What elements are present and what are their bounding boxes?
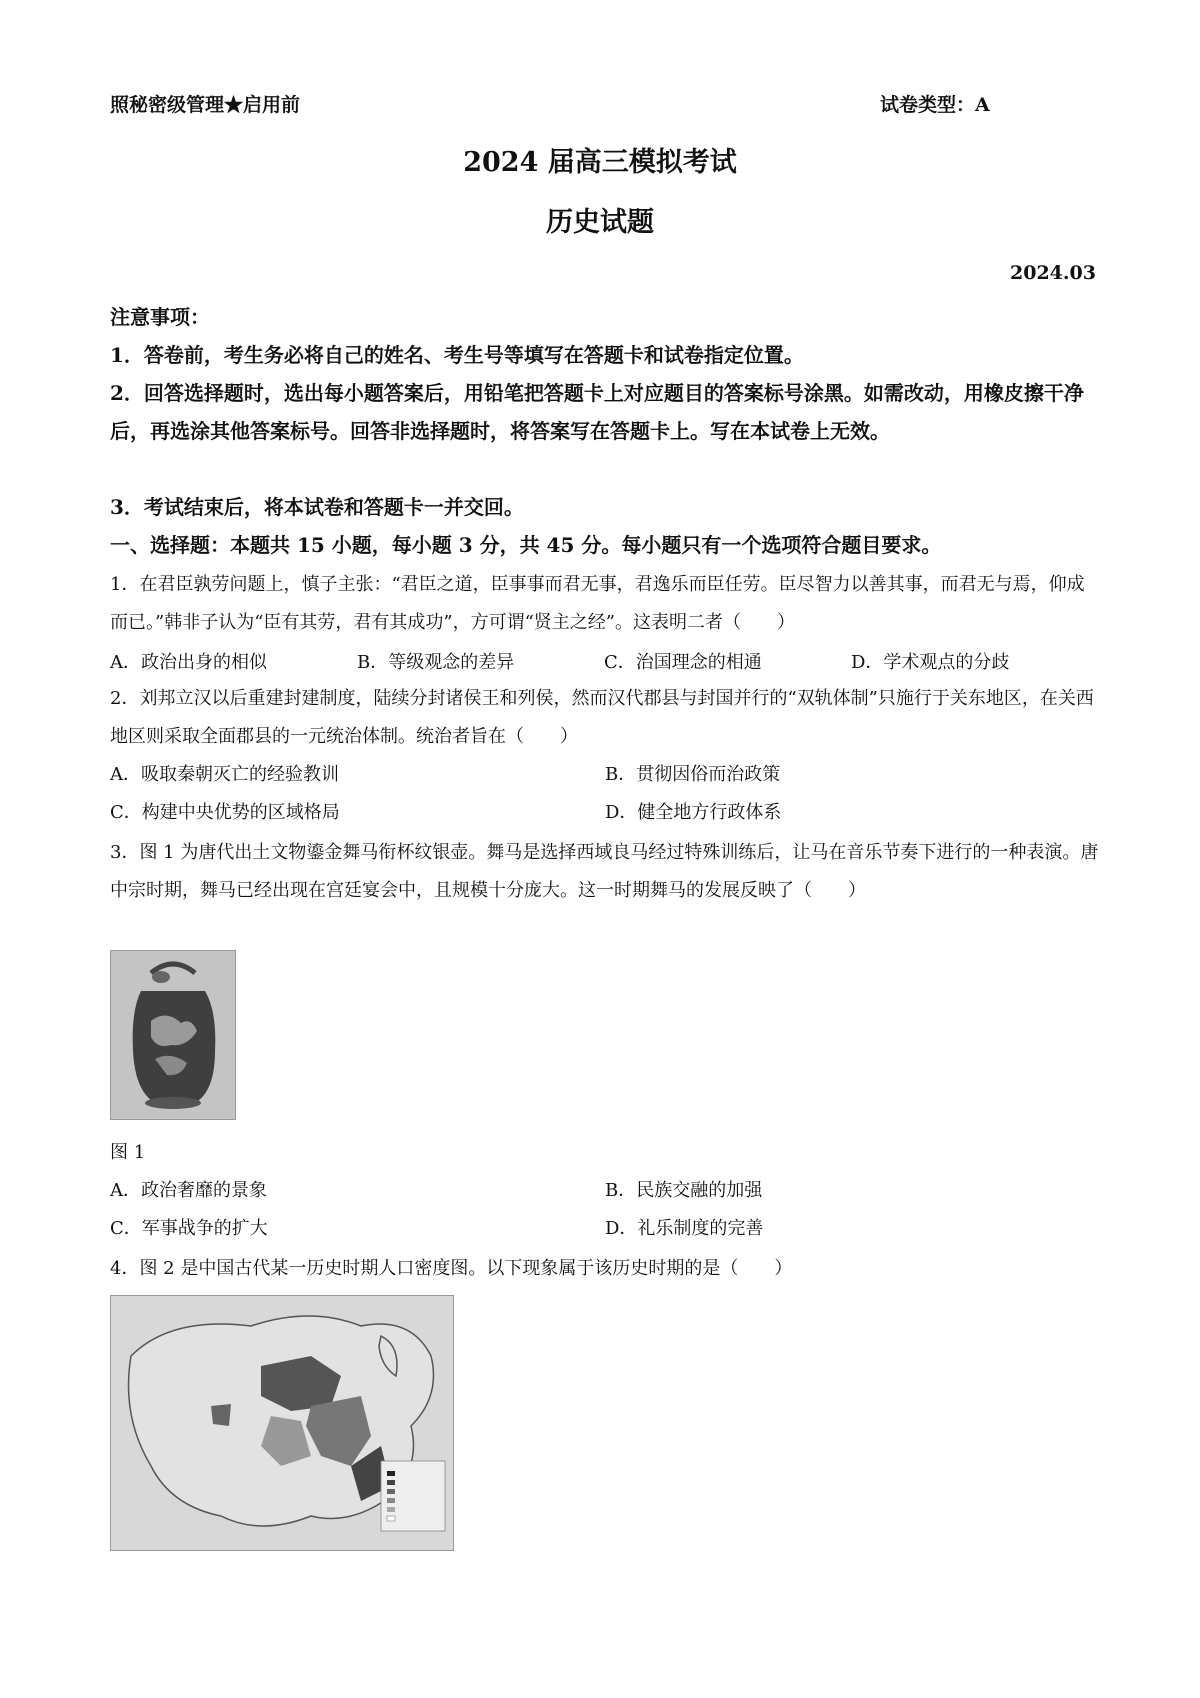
figure-2-population-map-image	[110, 1295, 454, 1551]
paper-type-label: 试卷类型：A	[880, 94, 990, 116]
option-c: C．治国理念的相通	[604, 652, 762, 673]
question-1-stem: 1．在君臣孰劳问题上，慎子主张：“君臣之道，臣事事而君无事，君逸乐而臣任劳。臣尽智力以善其事，而君无与焉，仰成而已。”韩非子认为“臣有其劳，君有其成功”，方可谓“贤主之经”。这表明二者（ ）	[110, 574, 1085, 633]
population-density-map	[111, 1296, 453, 1550]
note-item-3: 3．考试结束后，将本试卷和答题卡一并交回。	[110, 495, 524, 519]
option-b: B．贯彻因俗而治政策	[605, 764, 781, 785]
exam-title: 2024 届高三模拟考试	[463, 147, 737, 178]
option-a: A．政治出身的相似	[110, 652, 267, 673]
note-item-2: 2．回答选择题时，选出每小题答案后，用铅笔把答题卡上对应题目的答案标号涂黑。如需改动，用橡皮擦干净后，再选涂其他答案标号。回答非选择题时，将答案写在答题卡上。写在本试卷上无效。	[110, 381, 1084, 443]
option-d: D．礼乐制度的完善	[605, 1218, 764, 1239]
question-1-options	[110, 648, 1100, 674]
section-heading: 一、选择题：本题共 15 小题，每小题 3 分，共 45 分。每小题只有一个选项符合题目要求。	[110, 533, 942, 557]
option-a: A．吸取秦朝灭亡的经验教训	[110, 764, 339, 785]
option-d: D．健全地方行政体系	[605, 802, 782, 823]
option-b: B．民族交融的加强	[605, 1180, 763, 1201]
notes-heading: 注意事项：	[110, 305, 210, 329]
note-item-1: 1．答卷前，考生务必将自己的姓名、考生号等填写在答题卡和试卷指定位置。	[110, 343, 804, 367]
question-2-stem: 2．刘邦立汉以后重建封建制度，陆续分封诸侯王和列侯，然而汉代郡县与封国并行的“双轨体制”只施行于关东地区，在关西地区则采取全面郡县的一元统治体制。统治者旨在（ ）	[110, 688, 1094, 747]
subject-title: 历史试题	[546, 207, 654, 238]
figure-1-caption: 图 1	[110, 1142, 146, 1163]
question-3-stem: 3．图 1 为唐代出土文物鎏金舞马衔杯纹银壶。舞马是选择西域良马经过特殊训练后，让马在音乐节奏下进行的一种表演。唐中宗时期，舞马已经出现在宫廷宴会中，且规模十分庞大。这一时期舞马的发展反映了（ ）	[110, 842, 1099, 901]
exam-date: 2024.03	[1010, 262, 1096, 284]
option-a: A．政治奢靡的景象	[110, 1180, 267, 1201]
question-3-options-row1	[110, 1176, 1100, 1202]
option-d: D．学术观点的分歧	[851, 652, 1010, 673]
option-c: C．军事战争的扩大	[110, 1218, 268, 1239]
confidential-label: 照秘密级管理★启用前	[110, 94, 301, 116]
question-4-stem: 4．图 2 是中国古代某一历史时期人口密度图。以下现象属于该历史时期的是（ ）	[110, 1258, 793, 1279]
question-2-options-row1	[110, 760, 1100, 786]
option-b: B．等级观念的差异	[357, 652, 515, 673]
figure-1-silver-pot-image	[110, 950, 236, 1120]
silver-pot-illustration	[111, 951, 235, 1119]
question-3-options-row2	[110, 1214, 1100, 1240]
question-2-options-row2	[110, 798, 1100, 824]
option-c: C．构建中央优势的区域格局	[110, 802, 340, 823]
